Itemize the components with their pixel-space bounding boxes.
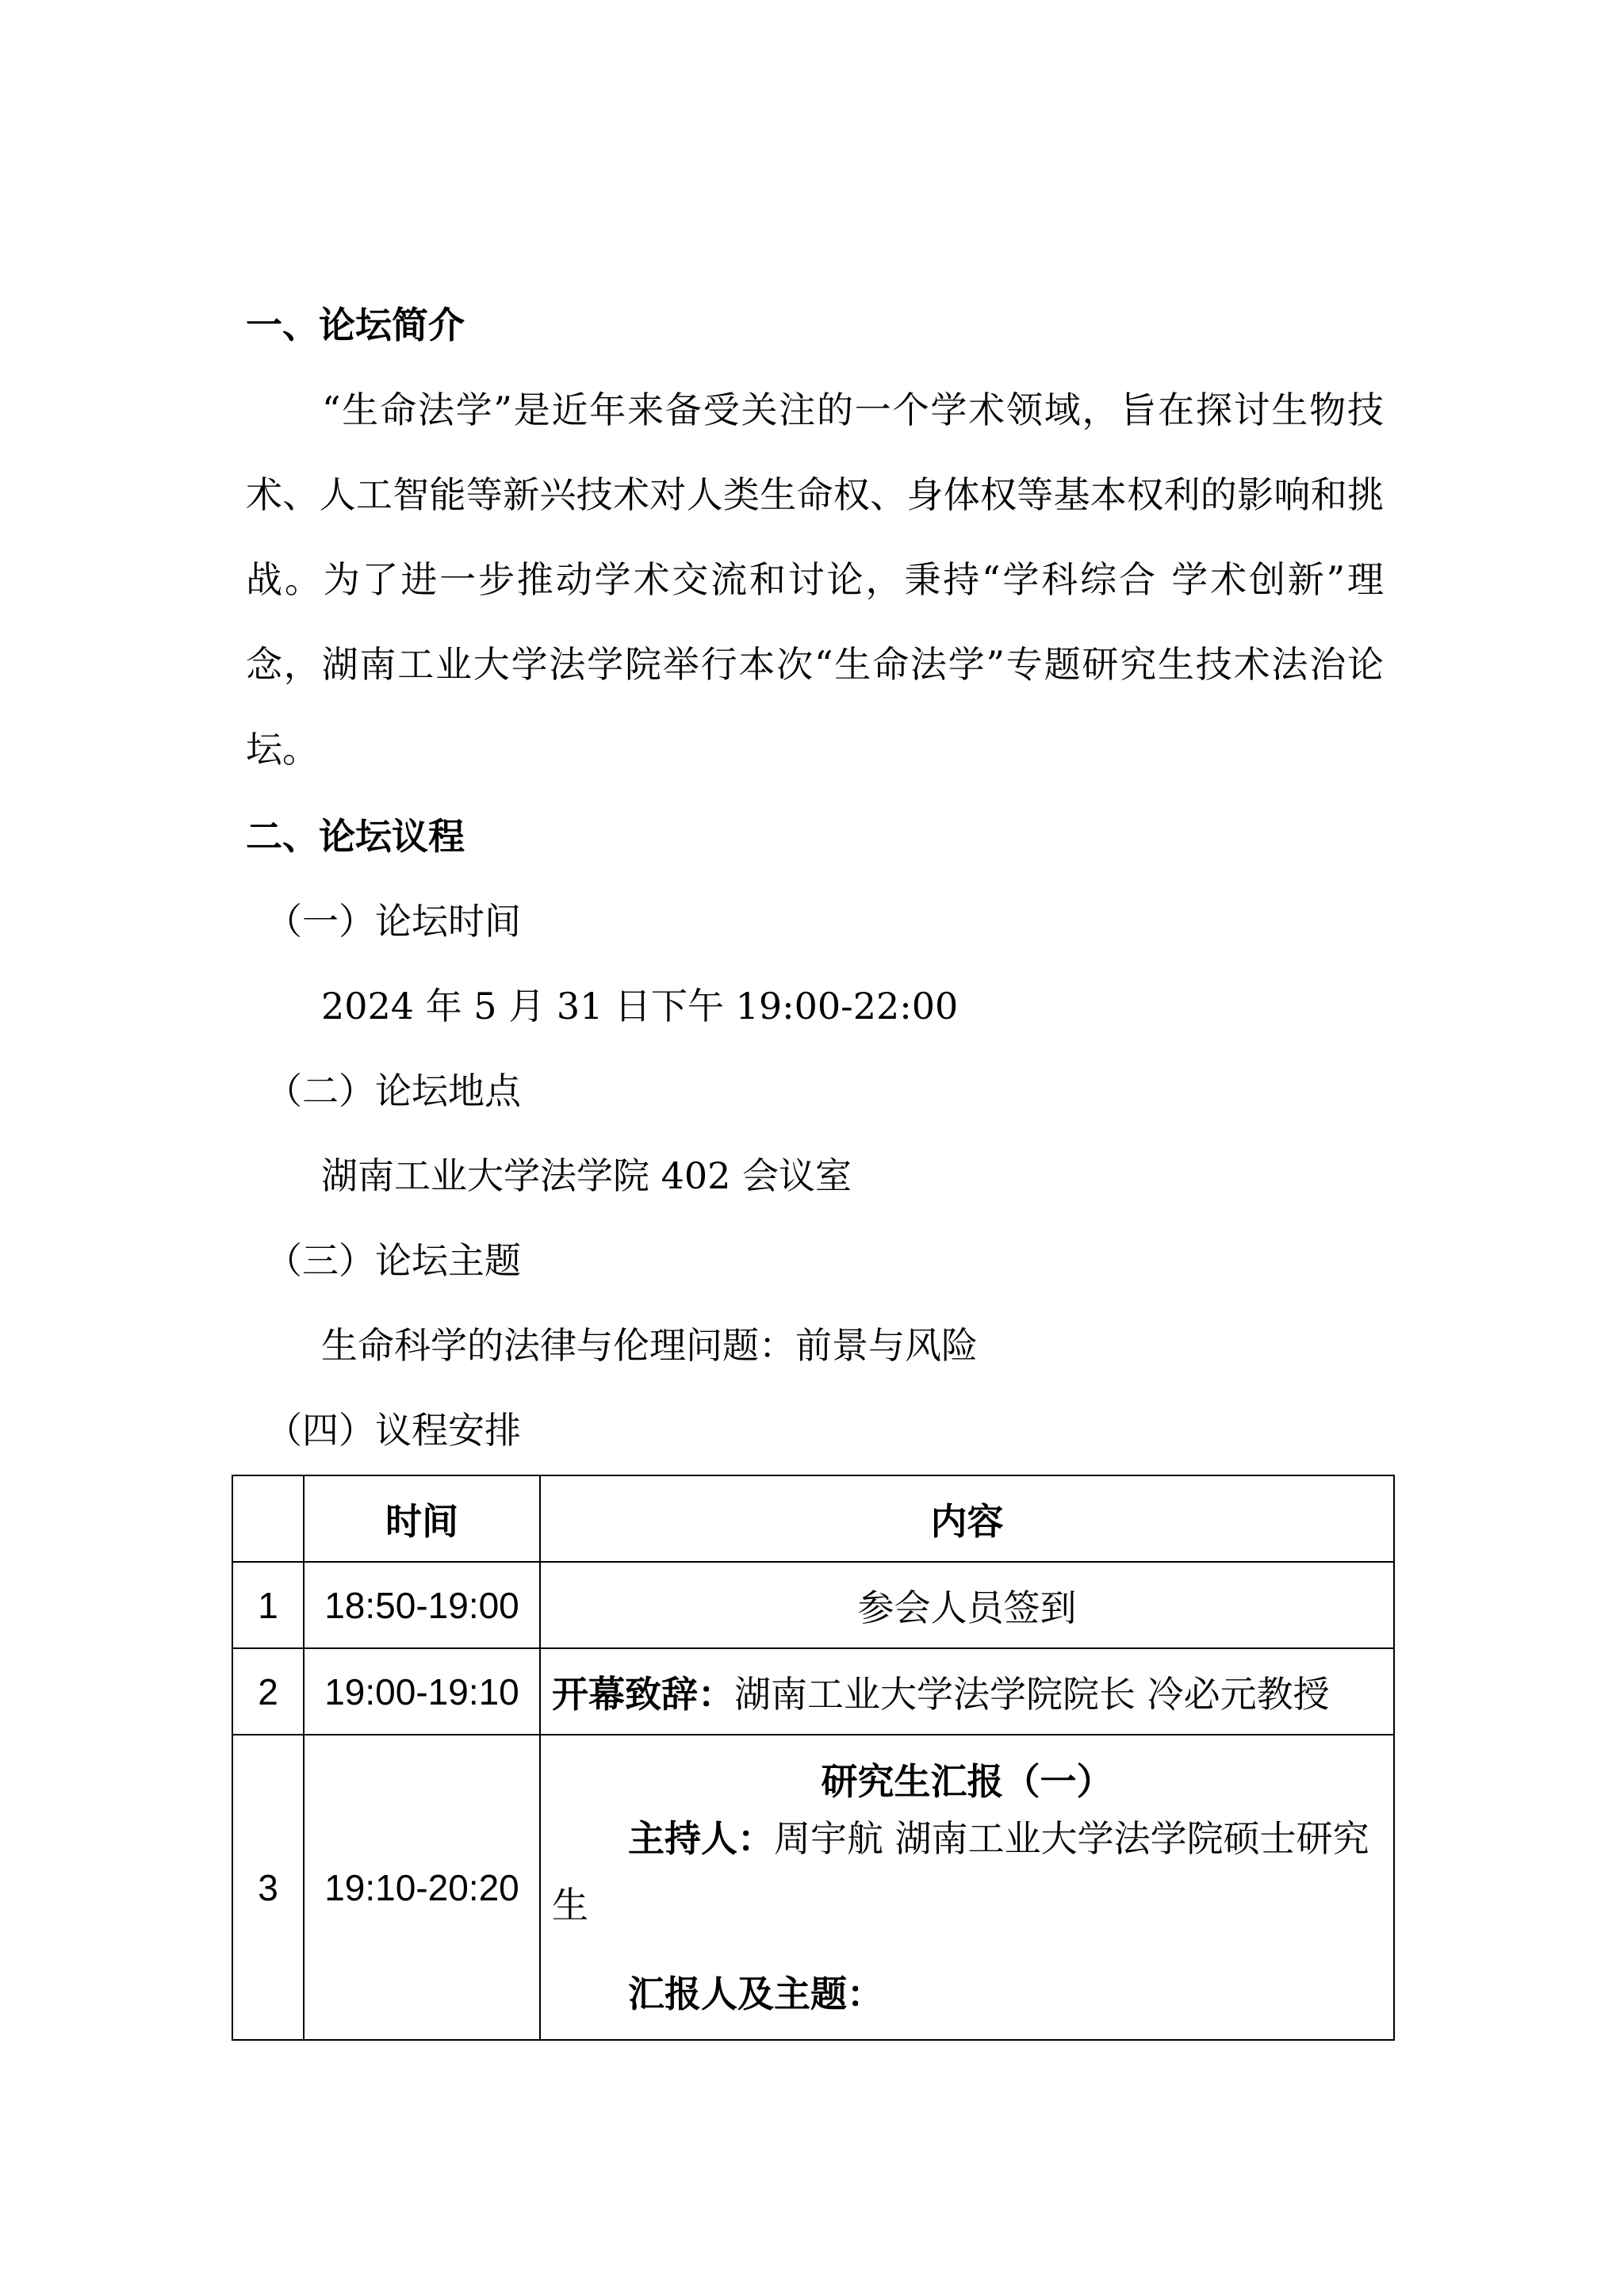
opening-speech-label: 开幕致辞： (552, 1672, 734, 1716)
row-time: 19:10-20:20 (304, 1735, 540, 2040)
host-label: 主持人： (628, 1816, 774, 1860)
theme-value: 生命科学的法律与伦理问题：前景与风险 (321, 1324, 978, 1367)
theme-heading: （三）论坛主题 (266, 1239, 521, 1282)
intro-paragraph-text: “生命法学”是近年来备受关注的一个学术领域，旨在探讨生物技术、人工智能等新兴技术对人类生命权、身体权等基本权利的影响和挑战。为了进一步推动学术交流和讨论，秉持“学科综合 学术创新”理念，湖南工业大学法学院举行本次“生命法学”专题研究生技术法治论坛。 (246, 388, 1384, 771)
section-heading-agenda: 二、论坛议程 (246, 815, 465, 858)
row-number: 2 (232, 1648, 304, 1735)
row-content (540, 1648, 1394, 1735)
agenda-heading: （四）议程安排 (266, 1409, 521, 1452)
place-heading: （二）论坛地点 (266, 1070, 521, 1112)
row-content (540, 1735, 1394, 2040)
row-number: 1 (232, 1562, 304, 1648)
table-row (232, 1735, 1394, 2040)
table-header-row (232, 1475, 1394, 1562)
place-value: 湖南工业大学法学院 402 会议室 (321, 1154, 852, 1197)
row-time: 19:00-19:10 (304, 1648, 540, 1735)
time-heading: （一）论坛时间 (266, 900, 521, 943)
section-heading-intro: 一、论坛简介 (246, 304, 465, 346)
table-row (232, 1562, 1394, 1648)
opening-speech-value: 湖南工业大学法学院院长 冷必元教授 (734, 1672, 1330, 1716)
row-content: 参会人员签到 (540, 1562, 1394, 1648)
agenda-table (232, 1475, 1395, 2041)
header-no (232, 1475, 304, 1562)
header-time: 时间 (304, 1475, 540, 1562)
header-content: 内容 (540, 1475, 1394, 1562)
host-line (552, 1805, 1382, 1938)
row-number: 3 (232, 1735, 304, 2040)
time-value: 2024 年 5 月 31 日下午 19:00-22:00 (321, 985, 959, 1027)
reporter-label: 汇报人及主题： (628, 1972, 883, 2015)
table-row (232, 1648, 1394, 1735)
host-value: 周宇航 湖南工业大学法学院硕士研究生 (552, 1816, 1369, 1927)
row-time: 18:50-19:00 (304, 1562, 540, 1648)
report-session-title: 研究生汇报（一） (821, 1759, 1113, 1803)
intro-paragraph (246, 368, 1384, 792)
